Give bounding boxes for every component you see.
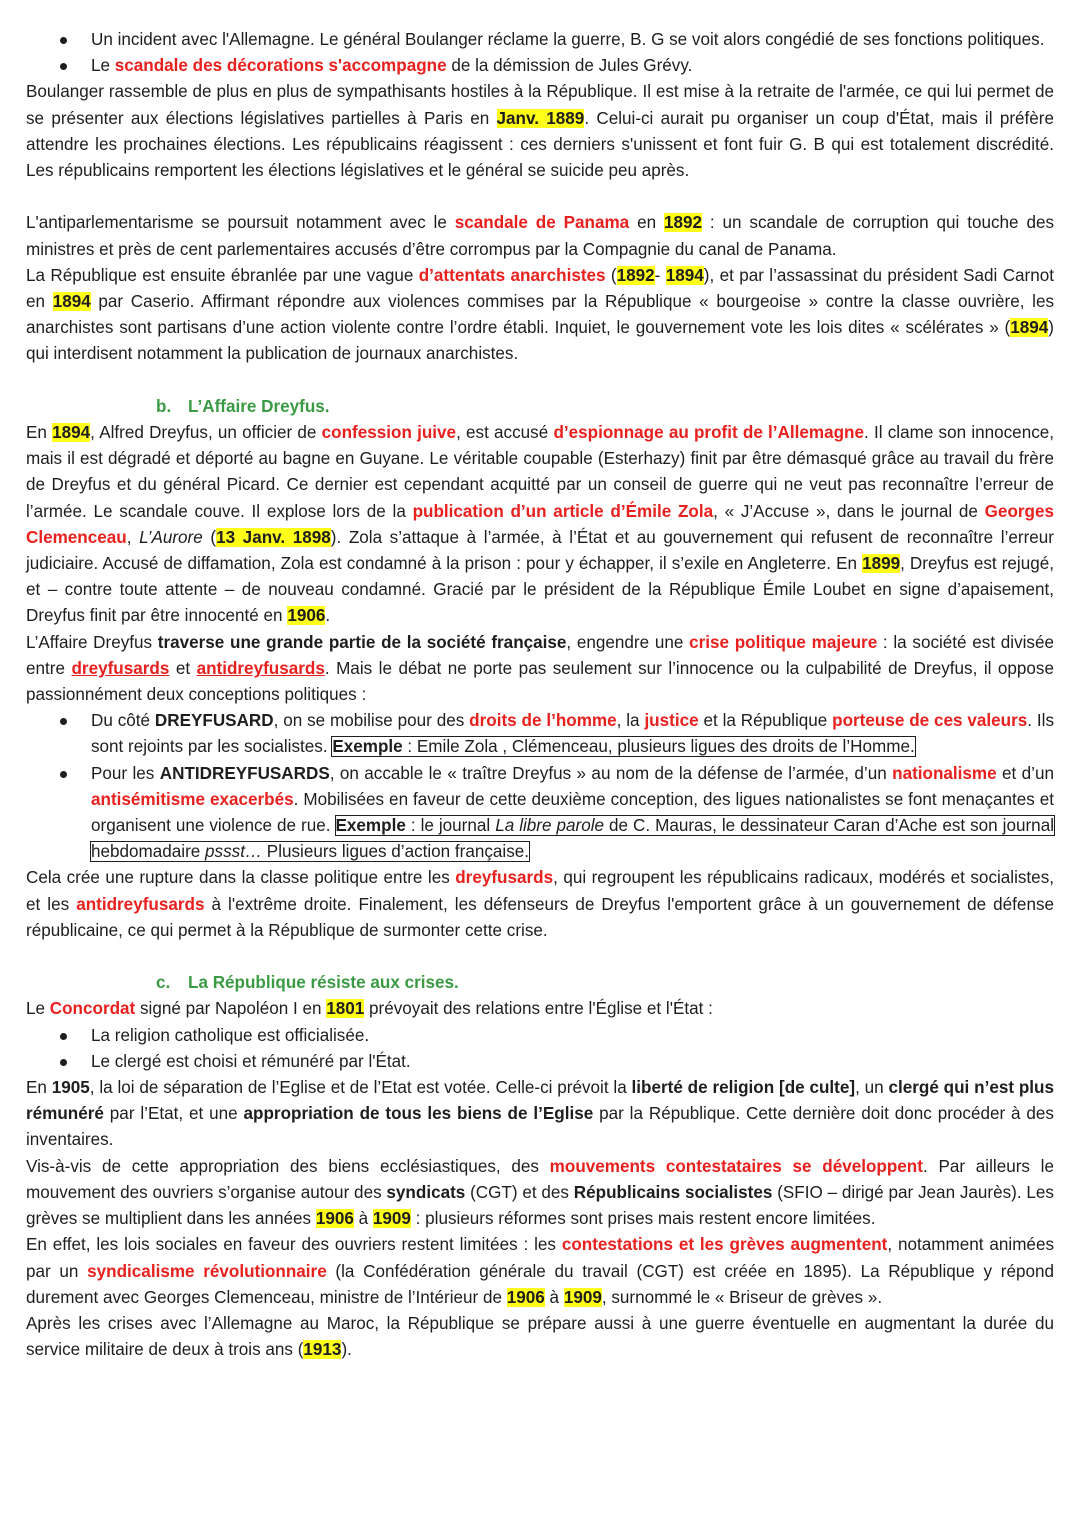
keyword-red: nationalisme xyxy=(892,763,997,783)
keyword-red: dreyfusards xyxy=(71,658,170,678)
date-highlight: 1894 xyxy=(665,265,704,285)
keyword-red: d’espionnage au profit de l’Allemagne xyxy=(553,423,864,443)
date-highlight: 1892 xyxy=(663,213,703,233)
keyword-red: scandale de Panama xyxy=(454,213,630,233)
list-item: Un incident avec l'Allemagne. Le général Boulanger réclame la guerre, B. G se voit alors congédié de ses fonctions politiques. xyxy=(26,27,1054,53)
keyword-red: d’attentats anarchistes xyxy=(418,265,606,285)
date-highlight: 1892 xyxy=(616,265,655,285)
paragraph: Le Concordat signé par Napoléon I en 1801 prévoyait des relations entre l'Église et l'État : xyxy=(26,999,713,1019)
date-highlight: 1909 xyxy=(563,1287,602,1307)
list-item: Le scandale des décorations s'accompagne de la démission de Jules Grévy. xyxy=(26,53,1054,79)
paragraph: L'antiparlementarisme se poursuit notamment avec le scandale de Panama en 1892 : un scandale de corruption qui touche des ministres et près de cent parlementaires accusés d’être corrompus par la Compagnie du canal de Panama. xyxy=(26,213,1055,259)
date-highlight: 13 Janv. 1898 xyxy=(216,527,331,547)
date-highlight: 1894 xyxy=(1010,318,1049,338)
keyword-red: confession juive xyxy=(321,423,457,443)
date-highlight: 1801 xyxy=(326,999,365,1019)
keyword-red: Concordat xyxy=(49,999,136,1019)
date-highlight: 1909 xyxy=(372,1209,411,1229)
example-box: Exemple : Emile Zola , Clémenceau, plusieurs ligues des droits de l’Homme. xyxy=(332,737,915,757)
paragraph: En effet, les lois sociales en faveur des ouvriers restent limitées : les contestations et les grèves augmentent, notamment animées par un syndicalisme révolutionnaire (la Confédération générale du travail (CGT) est créée en 1895). La République y répond durement avec Georges Clemenceau, ministre de l’Intérieur de 1906 à 1909, surnommé le « Briseur de grèves ». xyxy=(26,1235,1054,1307)
document-page xyxy=(26,27,1054,1363)
paragraph: Vis-à-vis de cette appropriation des biens ecclésiastiques, des mouvements contestataires se développent. Par ailleurs le mouvement des ouvriers s’organise autour des syndicats (CGT) et des Républicains socialistes (SFIO – dirigé par Jean Jaurès). Les grèves se multiplient dans les années 1906 à 1909 : plusieurs réformes sont prises mais restent encore limitées. xyxy=(26,1156,1054,1229)
date-highlight: 1894 xyxy=(52,423,91,443)
keyword-red: publication d’un article d’Émile Zola xyxy=(412,501,714,521)
paragraph: En 1894, Alfred Dreyfus, un officier de confession juive, est accusé d’espionnage au profit de l’Allemagne. Il clame son innocence, mais il est dégradé et déporté au bagne en Guyane. Le véritable coupable (Esterhazy) finit par être démasqué grâce au travail du frère de Dreyfus et du général Picard. Ce dernier est cependant acquitté par un conseil de guerre qui ne veut pas reconnaître l’erreur de l’armée. Le scandale couve. Il explose lors de la publication d’un article d’Émile Zola, « J’Accuse », dans le journal de Georges Clemenceau, L’Aurore (13 Janv. 1898). Zola s’attaque à l’armée, à l’État et au gouvernement qui refusent de reconnaître l’erreur judiciaire. Accusé de diffamation, Zola est condamné à la prison : pour y échapper, il s’exile en Angleterre. En 1899, Dreyfus est rejugé, et – contre toute attente – de nouveau condamné. Gracié par le président de la République Émile Loubet en signe d’apaisement, Dreyfus finit par être innocenté en 1906. xyxy=(26,423,1055,626)
keyword-red: contestations et les grèves augmentent xyxy=(561,1235,888,1255)
list-item: Pour les ANTIDREYFUSARDS, on accable le « traître Dreyfus » au nom de la défense de l’armée, d’un nationalisme et d’un antisémitisme exacerbés. Mobilisées en faveur de cette deuxième conception, des ligues nationalistes se font menaçantes et organisent une violence de rue. Exemple : le journal La libre parole de C. Mauras, le dessinateur Caran d’Ache est son journal hebdomadaire pssst… Plusieurs ligues d’action française. xyxy=(26,761,1054,866)
paragraph: Boulanger rassemble de plus en plus de sympathisants hostiles à la République. Il est mise à la retraite de l'armée, ce qui lui permet de se présenter aux élections législatives partielles à Paris en Janv. 1889. Celui-ci aurait pu organiser un coup d'État, mais il préfère attendre les prochaines élections. Les républicains réagissent : ces derniers s'unissent et font fuir G. B qui est totalement discrédité. Les républicains remportent les élections législatives et le général se suicide peu après. xyxy=(26,82,1054,181)
keyword-red: antidreyfusards xyxy=(76,894,205,914)
keyword-red: mouvements contestataires se développent xyxy=(549,1156,923,1176)
date-highlight: 1899 xyxy=(862,554,901,574)
keyword-red: scandale des décorations s'accompagne xyxy=(114,56,447,76)
paragraph: Après les crises avec l’Allemagne au Maroc, la République se prépare aussi à une guerre éventuelle en augmentant la durée du service militaire de deux à trois ans (1913). xyxy=(26,1313,1054,1360)
example-box: Exemple : le journal La libre parole de C. Mauras, le dessinateur Caran d’Ache est son journal hebdomadaire pssst… Plusieurs ligues d’action française. xyxy=(91,816,1054,862)
date-highlight: 1913 xyxy=(303,1340,342,1360)
list-item: Le clergé est choisi et rémunéré par l'État. xyxy=(26,1049,1054,1075)
date-highlight: 1906 xyxy=(315,1209,354,1229)
paragraph: La République est ensuite ébranlée par une vague d’attentats anarchistes (1892- 1894), et par l’assassinat du président Sadi Carnot en 1894 par Caserio. Affirmant répondre aux violences commises par la République « bourgeoise » contre la classe ouvrière, les anarchistes sont partisans d’une action violente contre l’ordre établi. Inquiet, le gouvernement vote les lois dites « scélérates » (1894) qui interdisent notamment la publication de journaux anarchistes. xyxy=(26,265,1055,364)
paragraph: L’Affaire Dreyfus traverse une grande partie de la société française, engendre une crise politique majeure : la société est divisée entre dreyfusards et antidreyfusards. Mais le débat ne porte pas seulement sur l’innocence ou la culpabilité de Dreyfus, il oppose passionnément deux conceptions politiques : xyxy=(26,632,1054,705)
list-item: Du côté DREYFUSARD, on se mobilise pour des droits de l’homme, la justice et la République porteuse de ces valeurs. Ils sont rejoints par les socialistes. Exemple : Emile Zola , Clémenceau, plusieurs ligues des droits de l’Homme. xyxy=(26,708,1054,760)
keyword-red: antidreyfusards xyxy=(196,658,325,678)
paragraph: Cela crée une rupture dans la classe politique entre les dreyfusards, qui regroupent les républicains radicaux, modérés et socialistes, et les antidreyfusards à l'extrême droite. Finalement, les défenseurs de Dreyfus l'emportent grâce à un gouvernement de défense républicaine, ce qui permet à la République de surmonter cette crise. xyxy=(26,868,1054,940)
keyword-red: Georges Clemenceau xyxy=(26,501,1054,547)
keyword-red: syndicalisme révolutionnaire xyxy=(87,1261,327,1281)
keyword-red: justice xyxy=(644,711,699,731)
date-highlight: Janv. 1889 xyxy=(496,108,585,128)
keyword-red: dreyfusards xyxy=(455,868,554,888)
paragraph: En 1905, la loi de séparation de l’Eglise et de l’Etat est votée. Celle-ci prévoit la liberté de religion [de culte], un clergé qui n’est plus rémunéré par l’Etat, et une appropriation de tous les biens de l’Eglise par la République. Cette dernière doit donc procéder à des inventaires. xyxy=(26,1078,1054,1150)
keyword-red: antisémitisme exacerbés xyxy=(91,789,294,809)
date-highlight: 1894 xyxy=(52,292,91,312)
date-highlight: 1906 xyxy=(287,606,326,626)
section-heading-b: b. L’Affaire Dreyfus. xyxy=(156,396,330,416)
list-item: La religion catholique est officialisée. xyxy=(26,1023,1054,1049)
date-highlight: 1906 xyxy=(506,1287,545,1307)
keyword-red: crise politique majeure xyxy=(689,632,878,652)
section-heading-c: c. La République résiste aux crises. xyxy=(156,973,459,993)
keyword-red: droits de l’homme xyxy=(469,711,617,731)
keyword-red: porteuse de ces valeurs xyxy=(832,711,1028,731)
